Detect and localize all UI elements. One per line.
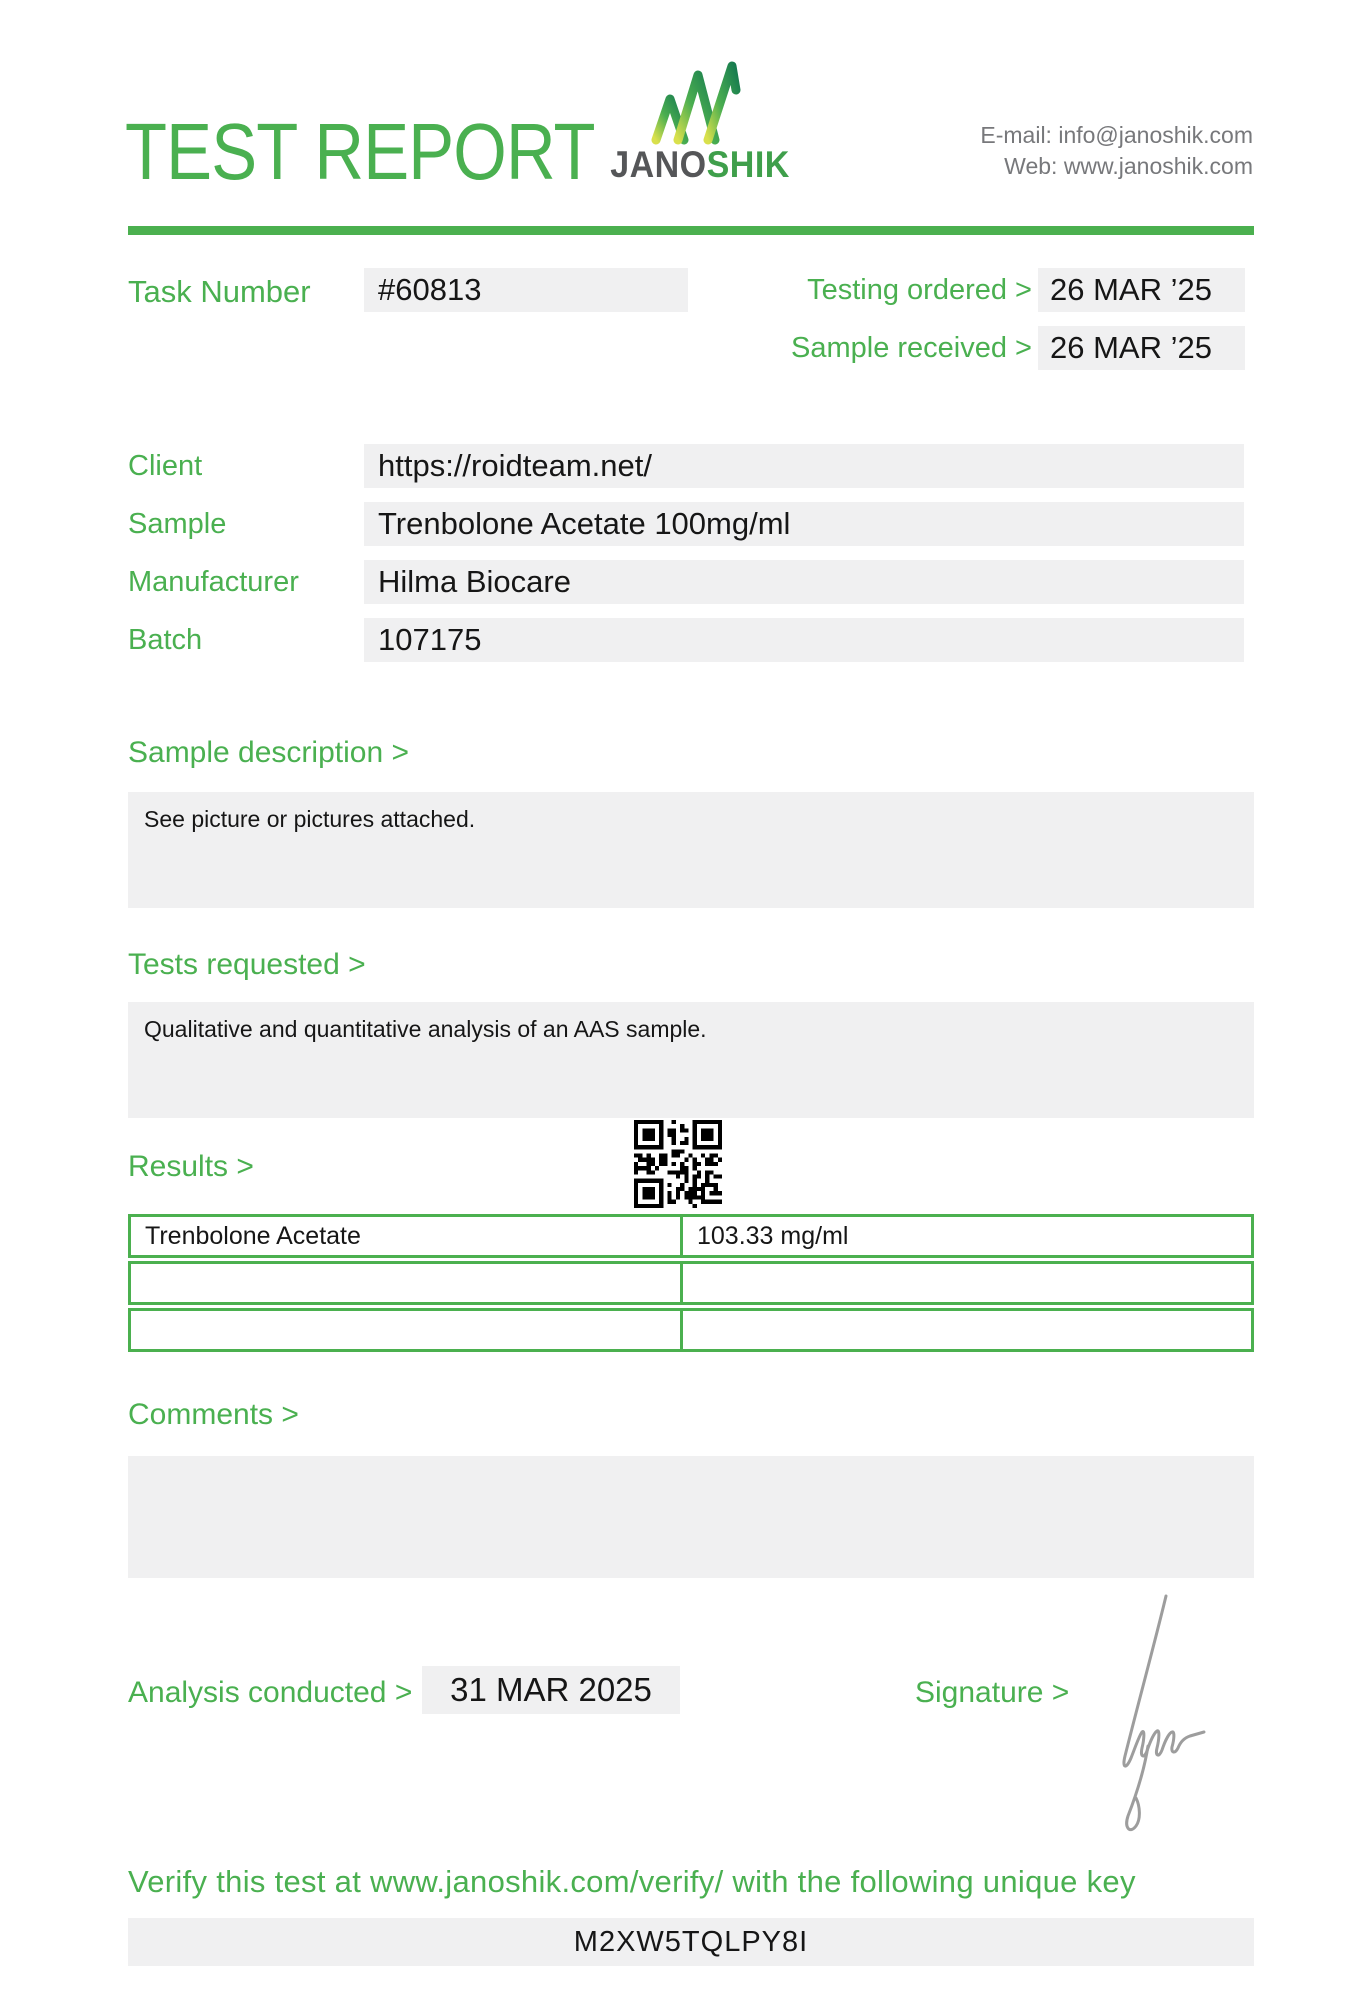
manufacturer-label: Manufacturer: [128, 565, 299, 598]
task-number-value: #60813: [364, 268, 688, 312]
signature-image: [1078, 1586, 1228, 1844]
task-number-label: Task Number: [128, 274, 311, 309]
sample-description-heading: Sample description >: [128, 736, 409, 769]
contact-web: Web: www.janoshik.com: [1004, 153, 1253, 179]
info-row-manufacturer: [128, 560, 1254, 604]
analysis-conducted-label: Analysis conducted >: [128, 1676, 413, 1709]
sample-received-value: 26 MAR ’25: [1038, 326, 1245, 370]
signature-label: Signature >: [915, 1676, 1070, 1709]
verify-instruction: Verify this test at www.janoshik.com/verify/ with the following unique key: [128, 1864, 1136, 1899]
tests-requested-body: Qualitative and quantitative analysis of an AAS sample.: [128, 1002, 1254, 1118]
logo-word-green: SHIK: [706, 144, 790, 185]
sample-received-label: Sample received >: [791, 331, 1032, 364]
comments-body: [128, 1456, 1254, 1578]
qr-code: [634, 1120, 722, 1208]
logo-word-dark: JANO: [610, 144, 707, 185]
verify-key: M2XW5TQLPY8I: [128, 1918, 1254, 1966]
page-title: TEST REPORT: [125, 107, 595, 196]
testing-ordered-label: Testing ordered >: [807, 273, 1032, 306]
contact-block: [980, 120, 1253, 182]
client-value: https://roidteam.net/: [364, 444, 1244, 488]
tests-requested-heading: Tests requested >: [128, 948, 366, 981]
header-divider: [128, 226, 1254, 235]
logo-wordmark: [608, 146, 792, 184]
manufacturer-value: Hilma Biocare: [364, 560, 1244, 604]
info-row-batch: [128, 618, 1254, 662]
sample-label: Sample: [128, 507, 227, 540]
result-value: [683, 1264, 1251, 1302]
client-label: Client: [128, 449, 203, 482]
result-analyte: Trenbolone Acetate: [131, 1217, 683, 1255]
results-table: [128, 1214, 1254, 1352]
sample-received-row: [770, 326, 1245, 370]
info-row-client: [128, 444, 1254, 488]
result-value: [683, 1311, 1251, 1349]
info-row-sample: [128, 502, 1254, 546]
comments-heading: Comments >: [128, 1398, 299, 1431]
batch-label: Batch: [128, 623, 203, 656]
results-heading: Results >: [128, 1150, 254, 1183]
sample-description-body: See picture or pictures attached.: [128, 792, 1254, 908]
growth-chart-icon: [645, 58, 755, 146]
janoshik-logo: [600, 58, 800, 184]
results-row: [128, 1261, 1254, 1305]
result-value: 103.33 mg/ml: [697, 1222, 849, 1250]
result-analyte: [131, 1264, 683, 1302]
results-row: [128, 1214, 1254, 1258]
results-row: [128, 1308, 1254, 1352]
sample-info-list: [128, 444, 1254, 676]
testing-ordered-row: [770, 268, 1245, 312]
analysis-conducted-value: 31 MAR 2025: [422, 1666, 680, 1714]
sample-value: Trenbolone Acetate 100mg/ml: [364, 502, 1244, 546]
testing-ordered-value: 26 MAR ’25: [1038, 268, 1245, 312]
result-analyte: [131, 1311, 683, 1349]
contact-email: E-mail: info@janoshik.com: [980, 122, 1253, 148]
batch-value: 107175: [364, 618, 1244, 662]
